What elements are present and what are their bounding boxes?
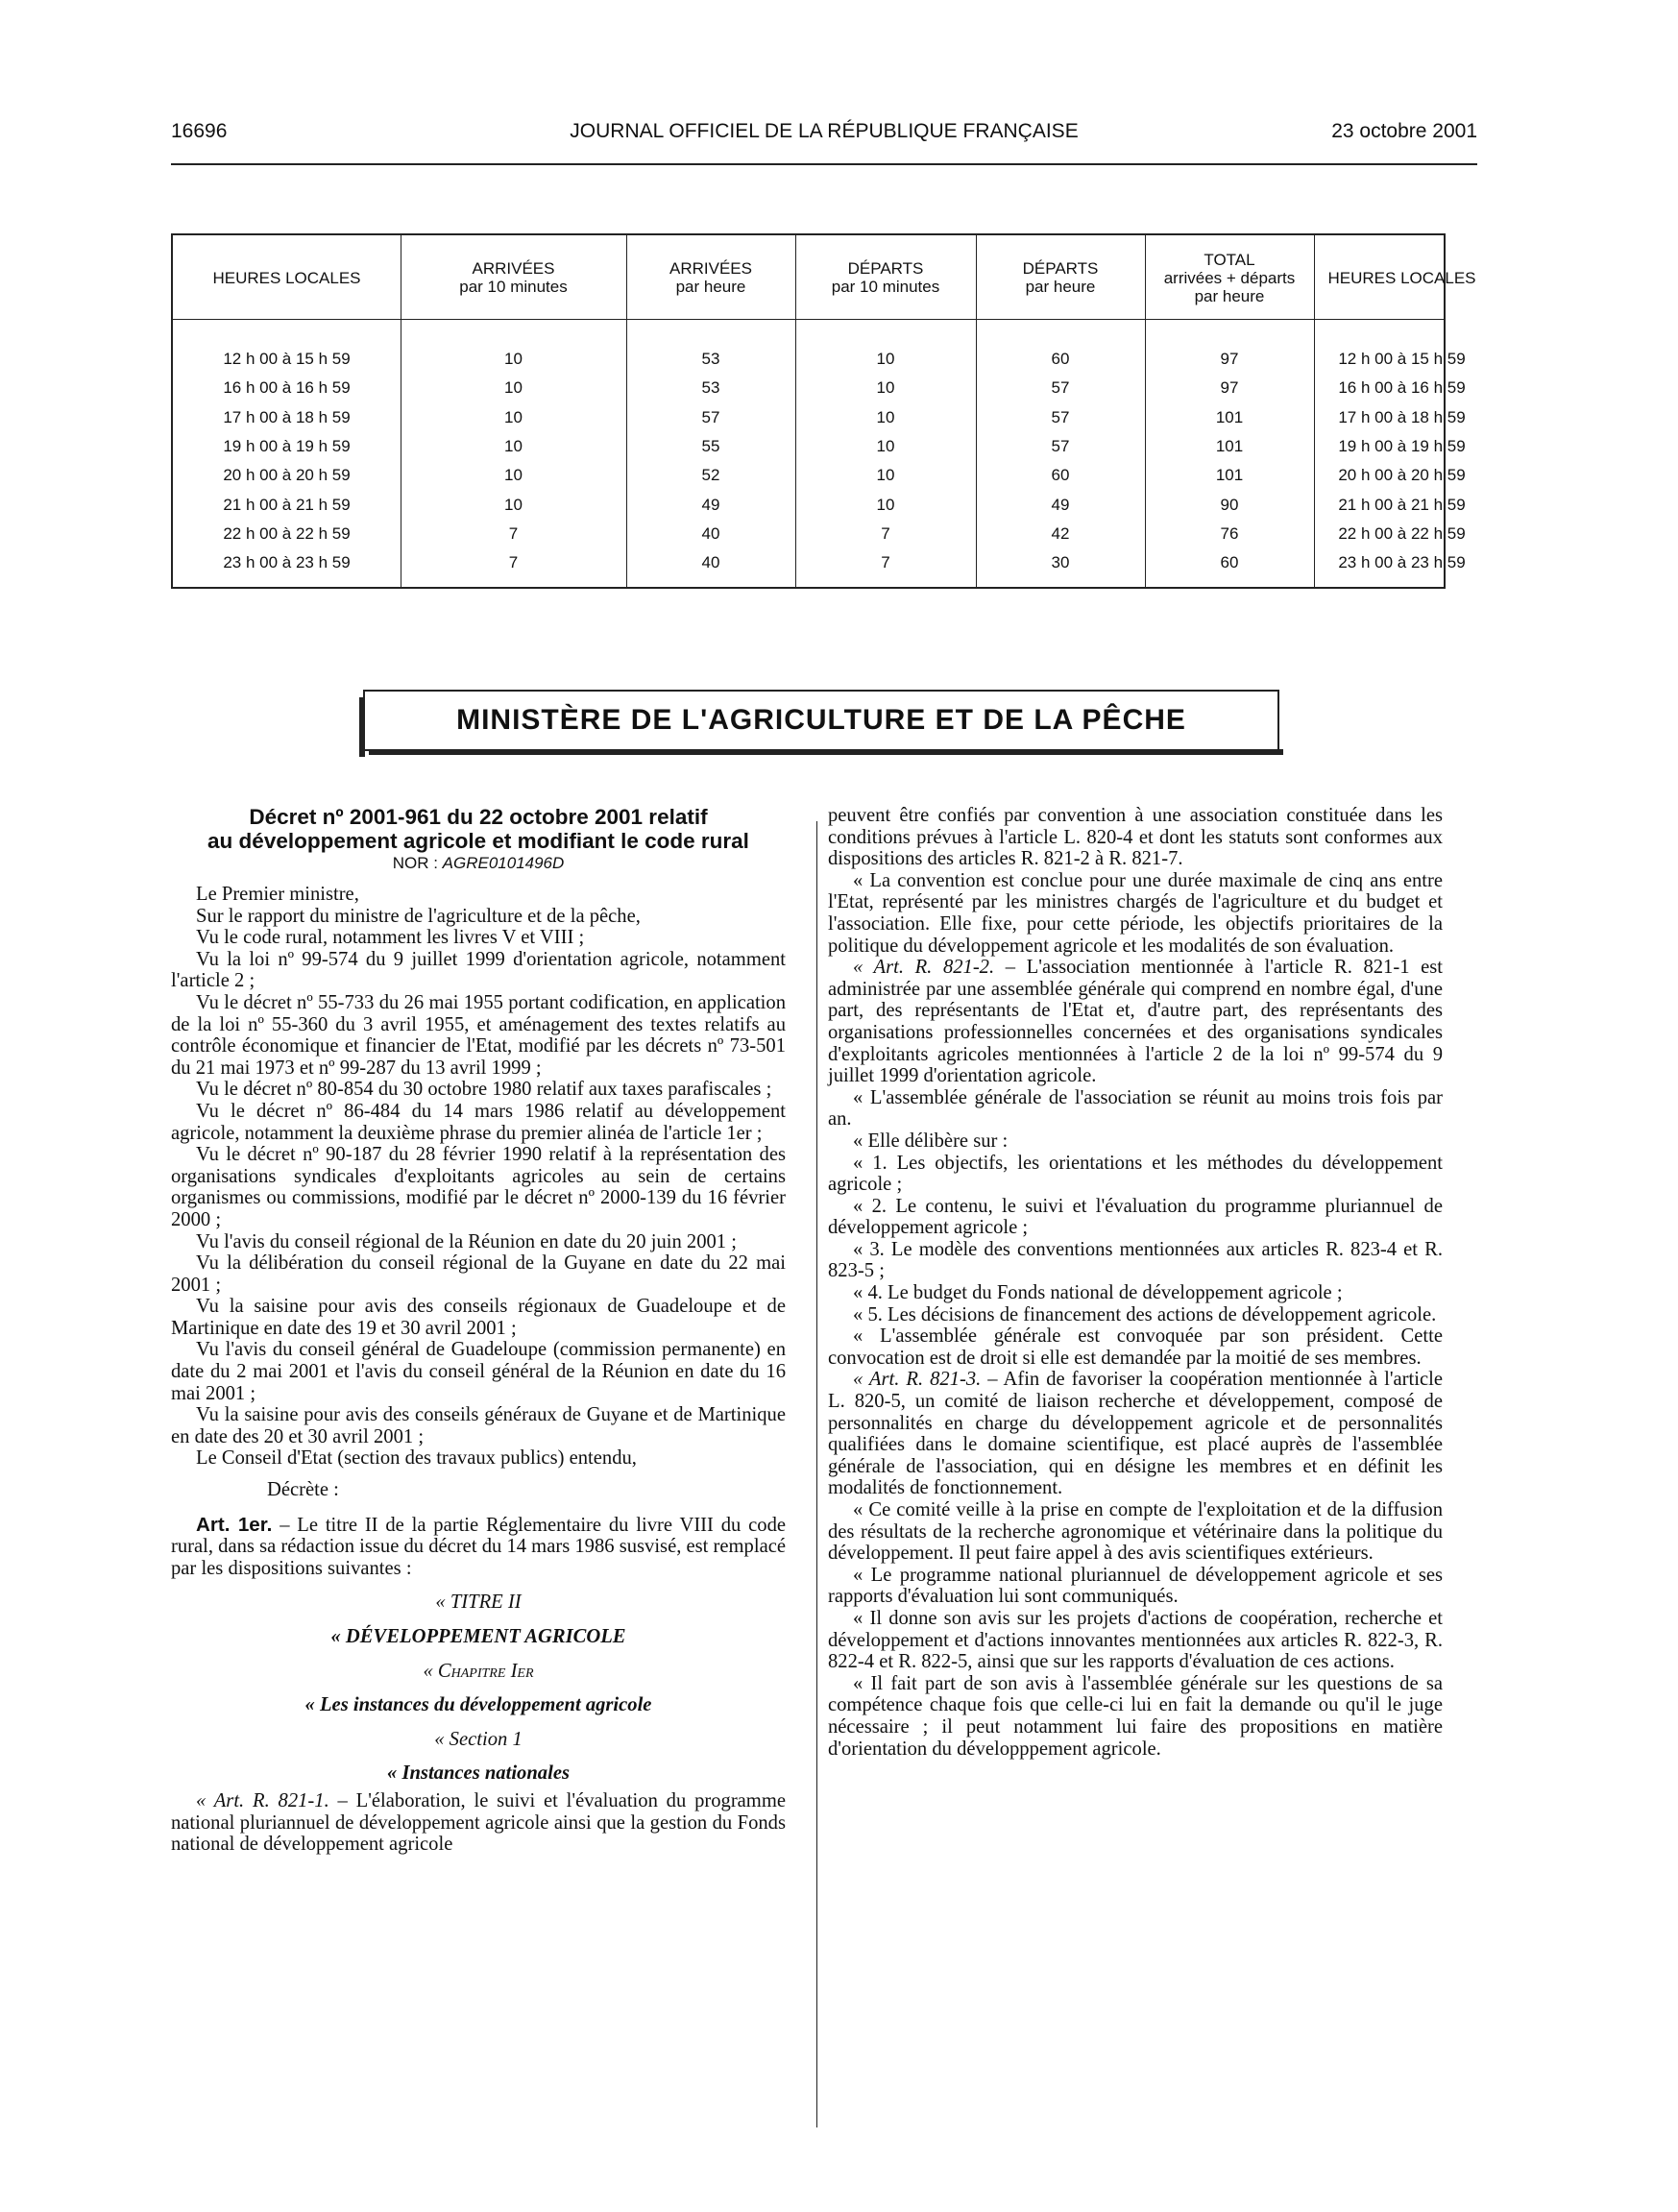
table-header-text: DÉPARTS	[1022, 259, 1099, 278]
body-paragraph	[828, 1153, 1443, 1196]
nor-label: NOR :	[392, 854, 438, 872]
body-paragraph	[828, 1325, 1443, 1369]
table-row	[173, 491, 1466, 520]
chapitre-name: « Les instances du développement agricole	[304, 1694, 652, 1716]
table-cell: 20 h 00 à 20 h 59	[1338, 466, 1466, 485]
table-header-text: DÉPARTS	[847, 259, 924, 278]
table-cell: 10	[876, 466, 895, 485]
section-heading: « Section 1	[434, 1728, 523, 1750]
table-cell: 7	[508, 553, 519, 572]
table-column-divider	[976, 235, 977, 587]
table-cell: 10	[876, 436, 895, 455]
body-paragraph	[828, 1130, 1443, 1153]
body-paragraph	[828, 1369, 1443, 1499]
body-paragraph	[828, 805, 1443, 870]
visa-paragraph: Vu le code rural, notamment les livres V et VIII ;	[196, 927, 585, 949]
article-r821-1-label: « Art. R. 821-1.	[196, 1789, 329, 1811]
paragraph-text: « 1. Les objectifs, les orientations et les méthodes du développement agricole ;	[828, 1152, 1443, 1196]
table-cell: 19 h 00 à 19 h 59	[1338, 436, 1466, 455]
table-cell: 12 h 00 à 15 h 59	[223, 350, 351, 368]
table-cell: 16 h 00 à 16 h 59	[223, 378, 351, 398]
table-cell: 10	[876, 378, 895, 398]
visa-paragraph: Vu l'avis du conseil régional de la Réunion en date du 20 juin 2001 ;	[196, 1230, 737, 1252]
decree-title-line2: au développement agricole et modifiant le code rural	[207, 829, 749, 853]
paragraph-text: « L'assemblée générale est convoquée par son président. Cette convocation est de droit si elle est demandée par la moitié de ses membres.	[828, 1325, 1443, 1369]
decree-title-line1: Décret nº 2001-961 du 22 octobre 2001 relatif	[249, 805, 708, 829]
titre-name: « DÉVELOPPEMENT AGRICOLE	[330, 1626, 626, 1647]
section-name: « Instances nationales	[387, 1762, 570, 1785]
visa-paragraph: Le Premier ministre,	[196, 884, 359, 905]
table-header-text: par heure	[675, 278, 746, 296]
visa-paragraph: Vu la saisine pour avis des conseils régionaux de Guadeloupe et de Martinique en date des 19 et 30 avril 2001 ;	[171, 1296, 786, 1339]
visa-paragraph: Vu le décret nº 90-187 du 28 février 1990 relatif à la représentation des organisations syndicales d'exploitants agricoles au sein de certains organismes ou commissions, modifié par le décret nº 2000-139 du 16 février 2000 ;	[171, 1144, 786, 1230]
paragraph-text: « 3. Le modèle des conventions mentionnées aux articles R. 823-4 et R. 823-5 ;	[828, 1238, 1443, 1282]
article-label: « Art. R. 821-2.	[853, 957, 995, 979]
table-cell: 7	[881, 523, 890, 543]
table-header-cell	[1314, 235, 1490, 320]
table-cell: 53	[701, 378, 720, 398]
table-cell: 17 h 00 à 18 h 59	[1338, 407, 1466, 426]
table-header-text: par heure	[1194, 286, 1265, 305]
ministry-banner: MINISTÈRE DE L'AGRICULTURE ET DE LA PÊCHE	[363, 690, 1279, 751]
visa-paragraph: Vu le décret nº 80-854 du 30 octobre 1980 relatif aux taxes parafiscales ;	[196, 1079, 772, 1101]
visa-paragraph: Vu la loi nº 99-574 du 9 juillet 1999 d'orientation agricole, notamment l'article 2 ;	[171, 948, 786, 992]
decrete: Décrète :	[267, 1479, 339, 1501]
table-column-divider	[795, 235, 796, 587]
table-row	[173, 548, 1466, 577]
table-cell: 97	[1220, 350, 1239, 368]
table-cell: 60	[1051, 466, 1070, 485]
table-cell: 57	[1051, 436, 1070, 455]
table-cell: 57	[1051, 407, 1070, 426]
right-column	[828, 805, 1443, 1760]
table-cell: 20 h 00 à 20 h 59	[223, 466, 351, 485]
table-cell: 10	[504, 378, 523, 398]
issue-date: 23 octobre 2001	[1331, 120, 1477, 142]
titre-heading: « TITRE II	[435, 1592, 522, 1614]
table-cell: 10	[876, 495, 895, 514]
table-header-text: arrivées + départs	[1163, 268, 1296, 287]
table-cell: 60	[1220, 553, 1239, 572]
body-paragraph	[828, 1608, 1443, 1673]
table-header-text: HEURES LOCALES	[212, 268, 361, 287]
paragraph-text: « L'assemblée générale de l'association se réunit au moins trois fois par an.	[828, 1086, 1443, 1130]
table-cell: 42	[1051, 523, 1070, 543]
table-cell: 22 h 00 à 22 h 59	[223, 523, 351, 543]
table-cell: 10	[504, 436, 523, 455]
table-header-cell	[795, 235, 976, 320]
table-cell: 23 h 00 à 23 h 59	[1338, 553, 1466, 572]
table-header-cell	[1145, 235, 1314, 320]
running-header	[171, 120, 1477, 149]
body-paragraph	[828, 1239, 1443, 1282]
paragraph-text: « Ce comité veille à la prise en compte de l'exploitation et de la diffusion des résultats de la recherche agronomique et vétérinaire dans la politique du développement. Il peut faire appel à des avis scientifiques extérieurs.	[828, 1499, 1443, 1565]
table-header-cell	[626, 235, 795, 320]
article-label: « Art. R. 821-3.	[853, 1369, 982, 1391]
decree-title	[171, 805, 786, 853]
table-cell: 101	[1215, 436, 1244, 455]
table-cell: 40	[701, 523, 720, 543]
body-paragraph	[828, 1087, 1443, 1130]
table-cell: 7	[881, 553, 890, 572]
table-cell: 49	[1051, 495, 1070, 514]
table-body	[173, 320, 1466, 589]
table-cell: 101	[1215, 466, 1244, 485]
table-cell: 52	[701, 466, 720, 485]
table-cell: 17 h 00 à 18 h 59	[223, 407, 351, 426]
table-cell: 21 h 00 à 21 h 59	[1338, 495, 1466, 514]
table-column-divider	[1145, 235, 1146, 587]
paragraph-text: « Le programme national pluriannuel de développement agricole et ses rapports d'évaluation lui sont communiqués.	[828, 1564, 1443, 1608]
table-header-text: HEURES LOCALES	[1327, 268, 1476, 287]
table-header-text: ARRIVÉES	[472, 259, 555, 278]
body-paragraph	[828, 1673, 1443, 1760]
paragraph-text: – L'association mentionnée à l'article R. 821-1 est administrée par une assemblée générale qui comprend en nombre égal, d'une part, des représentants de l'Etat et, d'autre part, des représentants des organisations professionnelles concernées et des organisations syndicales d'exploitants agricoles mentionnées à l'article 2 de la loi nº 99-574 du 9 juillet 1999 d'orientation agricole.	[828, 957, 1443, 1087]
visa-paragraph: Le Conseil d'Etat (section des travaux publics) entendu,	[196, 1447, 637, 1470]
header-rule	[171, 163, 1477, 165]
paragraph-text: – Afin de favoriser la coopération mentionnée à l'article L. 820-5, un comité de liaison recherche et développement, composé de personnalités en charge du développement agricole et de personnalités qualifiées dans le domaine scientifique, est placé auprès de l'assemblée générale de l'association, qui en désigne les membres et en définit les modalités de fonctionnement.	[828, 1369, 1443, 1499]
table-cell: 19 h 00 à 19 h 59	[223, 436, 351, 455]
table-header-cell	[976, 235, 1145, 320]
table-cell: 7	[508, 523, 519, 543]
body-paragraph	[828, 1565, 1443, 1608]
table-cell: 23 h 00 à 23 h 59	[223, 553, 351, 572]
table-header-text: TOTAL	[1204, 250, 1255, 269]
table-cell: 10	[504, 350, 523, 368]
table-cell: 97	[1220, 378, 1239, 398]
table-cell: 16 h 00 à 16 h 59	[1338, 378, 1466, 398]
body-paragraph	[828, 957, 1443, 1087]
table-cell: 101	[1215, 407, 1244, 426]
paragraph-text: « Elle délibère sur :	[853, 1130, 1009, 1152]
table-cell: 57	[701, 407, 720, 426]
journal-title: JOURNAL OFFICIEL DE LA RÉPUBLIQUE FRANÇAISE	[570, 120, 1079, 142]
page-number: 16696	[171, 120, 228, 142]
table-cell: 10	[876, 350, 895, 368]
table-cell: 53	[701, 350, 720, 368]
article-1	[171, 1515, 786, 1580]
paragraph-text: « 2. Le contenu, le suivi et l'évaluation du programme pluriannuel de développement agricole ;	[828, 1195, 1443, 1239]
body-paragraph	[828, 1499, 1443, 1565]
table-cell: 12 h 00 à 15 h 59	[1338, 350, 1466, 368]
article-1-text: – Le titre II de la partie Réglementaire du livre VIII du code rural, dans sa rédaction issue du décret du 14 mars 1986 susvisé, est remplacé par les dispositions suivantes :	[171, 1514, 787, 1579]
nor-code: AGRE0101496D	[442, 854, 565, 872]
table-header-cell	[173, 235, 401, 320]
table-header-cell	[401, 235, 626, 320]
table-header	[173, 235, 1476, 320]
visas	[171, 884, 786, 1470]
left-column	[171, 805, 786, 1856]
table-cell: 60	[1051, 350, 1070, 368]
table-cell: 40	[701, 553, 720, 572]
visa-paragraph: Vu le décret nº 55-733 du 26 mai 1955 portant codification, en application de la loi nº 55-360 du 3 avril 1955, et aménagement des textes relatifs au contrôle économique et financier de l'Etat, modifié par les décrets nº 73-501 du 21 mai 1973 et nº 99-287 du 13 avril 1999 ;	[171, 991, 786, 1079]
table-cell: 10	[876, 407, 895, 426]
table-row	[173, 520, 1466, 548]
table-row	[173, 432, 1466, 461]
table-row	[173, 345, 1466, 374]
visa-paragraph: Vu l'avis du conseil général de Guadeloupe (commission permanente) en date du 2 mai 2001 et l'avis du conseil général de la Réunion en date du 16 mai 2001 ;	[171, 1339, 786, 1404]
article-1-label: Art. 1er.	[196, 1513, 273, 1536]
body-paragraph	[828, 1282, 1443, 1304]
table-header-text: par heure	[1025, 278, 1096, 296]
body-paragraph	[828, 1196, 1443, 1239]
table-cell: 10	[504, 495, 523, 514]
table-column-divider	[1314, 235, 1315, 587]
table-cell: 57	[1051, 378, 1070, 398]
table-header-text: par 10 minutes	[459, 278, 568, 296]
visa-paragraph: Vu la saisine pour avis des conseils généraux de Guyane et de Martinique en date des 20 et 30 avril 2001 ;	[171, 1404, 786, 1447]
body-paragraph	[828, 870, 1443, 957]
table-column-divider	[626, 235, 627, 587]
table-cell: 10	[504, 466, 523, 485]
table-cell: 10	[504, 407, 523, 426]
paragraph-text: « 4. Le budget du Fonds national de développement agricole ;	[853, 1282, 1343, 1304]
table-cell: 76	[1220, 523, 1239, 543]
table-row	[173, 403, 1466, 432]
table-cell: 49	[701, 495, 720, 514]
table-cell: 90	[1220, 495, 1239, 514]
visa-paragraph: Vu la délibération du conseil régional de la Guyane en date du 22 mai 2001 ;	[171, 1252, 786, 1296]
paragraph-text: « La convention est conclue pour une durée maximale de cinq ans entre l'Etat, représenté par les ministres chargés de l'agriculture et du budget et l'association. Elle fixe, pour cette période, les objectifs prioritaires de la politique du développement agricole et les modalités de son évaluation.	[828, 869, 1443, 957]
table-cell: 30	[1051, 553, 1070, 572]
paragraph-text: « Il fait part de son avis à l'assemblée générale sur les questions de sa compétence chaque fois que celle-ci lui en fait la demande ou qu'il le juge nécessaire ; il peut notamment lui faire des propositions en matière d'orientation du développpement agricole.	[828, 1672, 1443, 1760]
table-cell: 55	[701, 436, 720, 455]
table-header-text: ARRIVÉES	[669, 259, 752, 278]
nor-reference	[171, 853, 786, 874]
article-r821-1	[171, 1790, 786, 1856]
traffic-table	[171, 233, 1476, 589]
table-cell: 22 h 00 à 22 h 59	[1338, 523, 1466, 543]
article-r821-1-text: – L'élaboration, le suivi et l'évaluation du programme national pluriannuel de développement agricole ainsi que la gestion du Fonds national de développement agricole	[171, 1789, 786, 1856]
visa-paragraph: Sur le rapport du ministre de l'agriculture et de la pêche,	[196, 905, 641, 927]
paragraph-text: « 5. Les décisions de financement des actions de développement agricole.	[853, 1303, 1437, 1325]
body-paragraph	[828, 1304, 1443, 1326]
table-header-text: par 10 minutes	[831, 278, 940, 296]
chapitre-heading: « Chapitre Ier	[423, 1660, 534, 1682]
table-row	[173, 461, 1466, 490]
table-cell: 21 h 00 à 21 h 59	[223, 495, 351, 514]
paragraph-text: « Il donne son avis sur les projets d'actions de coopération, recherche et développement et d'actions innovantes mentionnées aux articles R. 822-3, R. 822-4 et R. 822-5, ainsi que sur les rapports d'évaluation de ces actions.	[828, 1607, 1443, 1673]
column-separator	[816, 821, 817, 2127]
paragraph-text: peuvent être confiés par convention à une association constituée dans les conditions prévues à l'article L. 820-4 et dont les statuts sont conformes aux dispositions des articles R. 821-2 à R. 821-7.	[828, 805, 1443, 870]
visa-paragraph: Vu le décret nº 86-484 du 14 mars 1986 relatif au développement agricole, notamment la deuxième phrase du premier alinéa de l'article 1er ;	[171, 1100, 786, 1144]
table-row	[173, 374, 1466, 402]
